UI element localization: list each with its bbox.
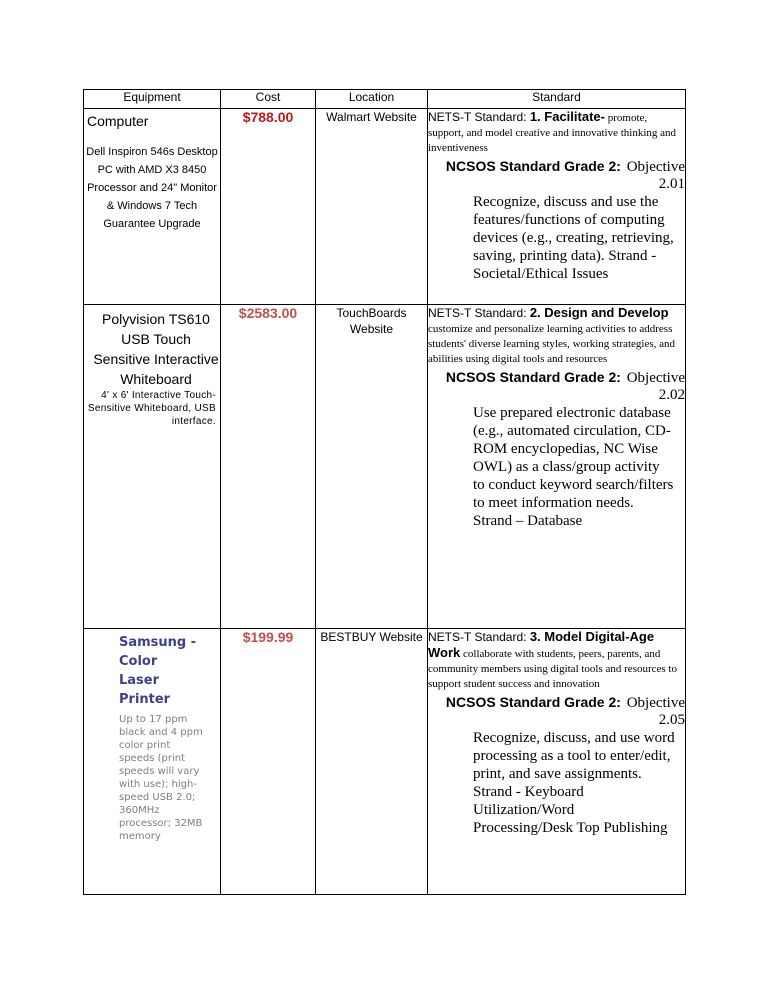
objective-text: Recognize, discuss and use the features/functions of computing devices (e.g., creating, retrieving, saving, printing data). Strand - Societal/Ethical Issues [473, 194, 674, 282]
nets-desc: promote, support, and model creative and innovative thinking and inventiveness [428, 112, 677, 154]
location-cell: TouchBoards Website [316, 305, 428, 629]
equipment-desc: Up to 17 ppm black and 4 ppm color print speeds (print speeds will vary with use); high-speed USB 2.0; 360MHz processor; 32MB memory [119, 714, 203, 842]
objective-word: Objective [622, 695, 685, 711]
table-row [84, 305, 686, 629]
objective-number: 2.02 [658, 387, 685, 403]
nets-prefix: NETS-T Standard: [428, 110, 530, 124]
equipment-cell [84, 305, 221, 629]
equipment-desc: 4' x 6' Interactive Touch-Sensitive Whiteboard, USB interface. [87, 390, 216, 427]
ncsos-line [428, 368, 685, 387]
equipment-title: Samsung - Color Laser Printer [119, 635, 197, 707]
table-row [84, 109, 686, 305]
equipment-cell [84, 629, 221, 895]
nets-prefix: NETS-T Standard: [428, 306, 530, 320]
table-row [84, 629, 686, 895]
ncsos-line [428, 157, 685, 176]
objective-number: 2.05 [658, 712, 685, 728]
nets-title: 2. Design and Develop [529, 305, 669, 320]
cost-cell: $2583.00 [221, 305, 316, 629]
header-row [84, 90, 686, 109]
nets-title: 1. Facilitate- [529, 109, 605, 124]
nets-desc: customize and personalize learning activities to address students' diverse learning styles, working strategies, and abilities using digital tools and resources [428, 323, 675, 365]
objective-word: Objective [622, 159, 685, 175]
equipment-table [83, 89, 686, 895]
location-cell: BESTBUY Website [316, 629, 428, 895]
nets-prefix: NETS-T Standard: [428, 630, 530, 644]
objective-text: Use prepared electronic database (e.g., automated circulation, CD-ROM encyclopedias, NC Wise OWL) as a class/group activity to conduct keyword search/filters to meet information needs. Strand – Database [473, 405, 674, 529]
nets-title: 3. Model Digital-Age Work [428, 629, 655, 660]
standard-cell [428, 305, 686, 629]
nets-desc: collaborate with students, peers, parents, and community members using digital tools and resources to support student success and innovation [428, 648, 677, 690]
equipment-title: Polyvision TS610 USB Touch Sensitive Interactive Whiteboard [93, 311, 219, 387]
ncsos-label: NCSOS Standard Grade 2: [445, 694, 621, 710]
cost-cell: $788.00 [221, 109, 316, 305]
standard-cell [428, 109, 686, 305]
equipment-desc: Dell Inspiron 546s Desktop PC with AMD X3 8450 Processor and 24" Monitor & Windows 7 Tech Guarantee Upgrade [86, 146, 218, 230]
equipment-cell [84, 109, 221, 305]
objective-text: Recognize, discuss, and use word processing as a tool to enter/edit, print, and save assignments. Strand - Keyboard Utilization/Word Processing/Desk Top Publishing [473, 730, 675, 836]
ncsos-line [428, 693, 685, 712]
header-cost: Cost [221, 90, 316, 109]
ncsos-label: NCSOS Standard Grade 2: [445, 369, 621, 385]
cost-cell: $199.99 [221, 629, 316, 895]
location-cell: Walmart Website [316, 109, 428, 305]
standard-cell [428, 629, 686, 895]
equipment-title: Computer [87, 113, 149, 129]
objective-word: Objective [622, 370, 685, 386]
header-equipment: Equipment [84, 90, 221, 109]
header-standard: Standard [428, 90, 686, 109]
objective-number: 2.01 [658, 176, 685, 192]
header-location: Location [316, 90, 428, 109]
ncsos-label: NCSOS Standard Grade 2: [445, 158, 621, 174]
